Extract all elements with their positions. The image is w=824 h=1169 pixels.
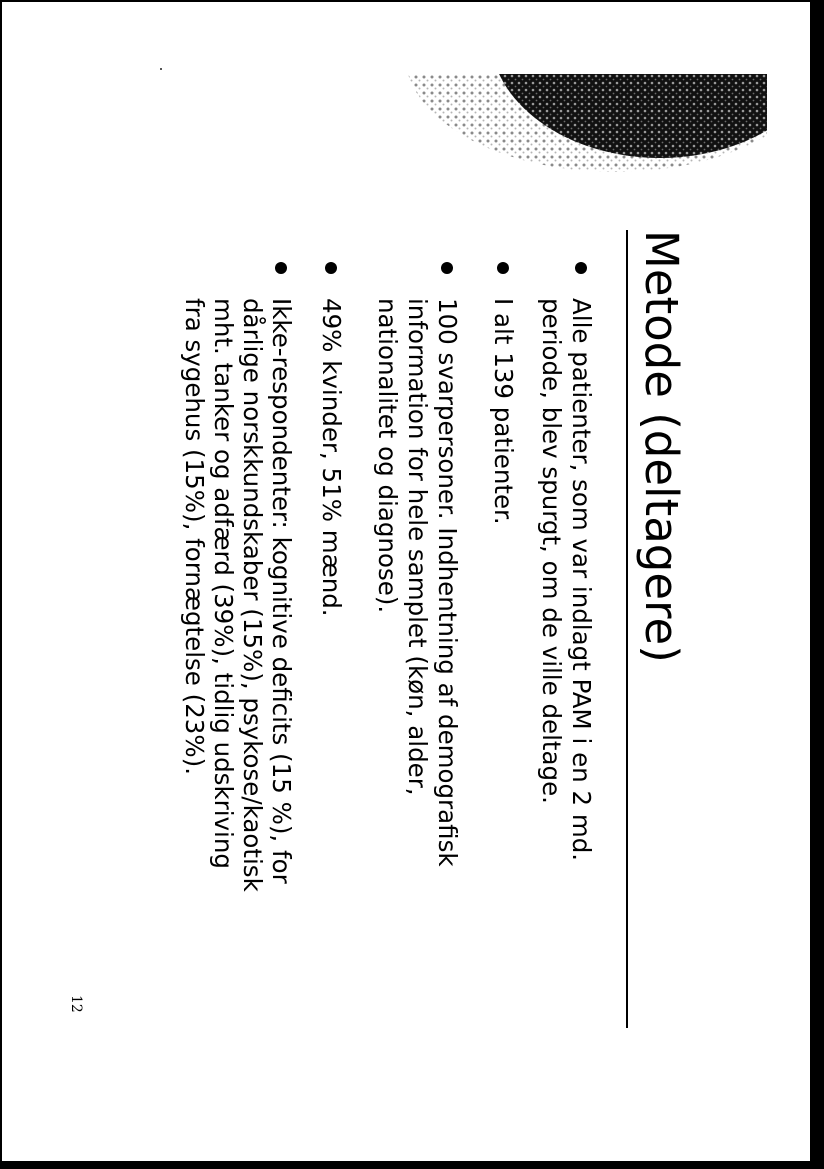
list-item — [488, 262, 518, 1022]
bullet-text-line: 49% kvinder, 51% mænd. — [317, 298, 346, 617]
page-number: 12 — [68, 995, 84, 1013]
list-item — [180, 262, 296, 1022]
slide-title: Metode (deltagere) — [635, 230, 688, 663]
bullet-text-line: I alt 139 patienter. — [489, 298, 518, 525]
bullet-text-line: 100 svarpersoner. Indhentning af demografisk — [433, 298, 462, 867]
bullet-text-line: periode, blev spurgt, om de ville deltage. — [537, 298, 566, 804]
list-item — [536, 262, 596, 1022]
bullet-icon — [497, 262, 509, 274]
bullet-list — [180, 262, 596, 1022]
list-item — [316, 262, 346, 1022]
bullet-text-line: Alle patienter, som var indlagt PAM i en 2 md. — [567, 298, 596, 862]
bullet-text-line: information for hele samplet (køn, alder, — [403, 298, 432, 796]
bullet-text-line: fra sygehus (15%), fornægtelse (23%). — [180, 298, 209, 776]
bullet-text-line: mht. tanker og adfærd (39%), tidlig udskriving — [209, 298, 238, 869]
bullet-text-line: Ikke-respondenter: kognitive deficits (15 %), for — [267, 298, 296, 884]
list-item — [372, 262, 462, 1022]
title-divider — [626, 230, 628, 1028]
bullet-icon — [325, 262, 337, 274]
bullet-icon — [275, 262, 287, 274]
bullet-icon — [575, 262, 587, 274]
bullet-text-line: dårlige norskkundskaber (15%), psykose/kaotisk — [238, 298, 267, 892]
bullet-text-line: nationalitet og diagnose). — [373, 298, 402, 614]
bullet-icon — [441, 262, 453, 274]
